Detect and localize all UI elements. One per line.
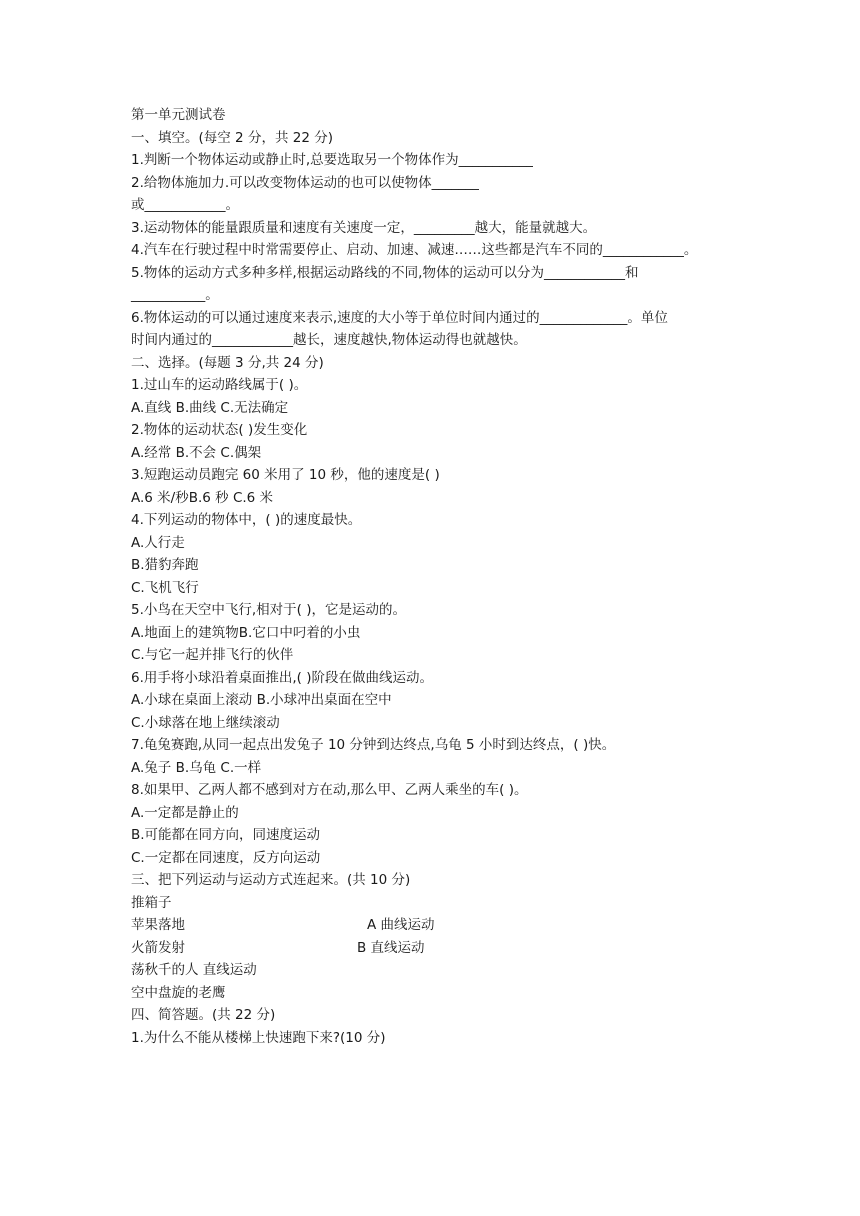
- match-item: 火箭发射: [131, 939, 185, 956]
- match-row: [131, 937, 751, 960]
- fill-blank-line: 3.运动物体的能量跟质量和速度有关速度一定，_________越大，能量就越大。: [131, 219, 597, 236]
- choice-line: 2.物体的运动状态( )发生变化: [131, 422, 308, 438]
- choice-line: C.一定都在同速度，反方向运动: [131, 849, 321, 866]
- fill-blank-line: 或____________。: [131, 197, 239, 213]
- choice-line: C.飞机飞行: [131, 579, 199, 596]
- section-3-heading: 三、把下列运动与运动方式连起来。(共 10 分): [131, 872, 411, 888]
- choice-line: A.人行走: [131, 534, 185, 551]
- match-item: 苹果落地: [131, 917, 185, 933]
- choice-line: 1.过山车的运动路线属于( )。: [131, 377, 308, 393]
- choice-line: 7.龟兔赛跑,从同一起点出发兔子 10 分钟到达终点,乌龟 5 小时到达终点，( )快。: [131, 737, 616, 753]
- choice-line: A.小球在桌面上滚动 B.小球冲出桌面在空中: [131, 692, 392, 708]
- match-option: A 曲线运动: [367, 917, 435, 933]
- choice-line: 5.小鸟在天空中飞行,相对于( )，它是运动的。: [131, 602, 406, 618]
- choice-line: A.地面上的建筑物B.它口中叼着的小虫: [131, 624, 361, 641]
- choice-line: A.直线 B.曲线 C.无法确定: [131, 399, 289, 416]
- fill-blank-line: 6.物体运动的可以通过速度来表示,速度的大小等于单位时间内通过的_____________。单位: [131, 309, 668, 326]
- test-paper: [131, 104, 751, 1049]
- choice-line: B.可能都在同方向，同速度运动: [131, 827, 321, 843]
- choice-line: 3.短跑运动员跑完 60 米用了 10 秒，他的速度是( ): [131, 467, 440, 483]
- match-item: 推箱子: [131, 894, 172, 911]
- choice-line: 6.用手将小球沿着桌面推出,( )阶段在做曲线运动。: [131, 669, 433, 686]
- choice-line: 4.下列运动的物体中，( )的速度最快。: [131, 512, 362, 528]
- fill-blank-line: 4.汽车在行驶过程中时常需要停止、启动、加速、减速……这些都是汽车不同的____________。: [131, 242, 698, 258]
- choice-line: C.小球落在地上继续滚动: [131, 714, 280, 731]
- choice-line: C.与它一起并排飞行的伙伴: [131, 647, 294, 663]
- paper-title: 第一单元测试卷: [131, 107, 226, 123]
- fill-blank-line: 时间内通过的____________越长，速度越快,物体运动得也就越快。: [131, 332, 527, 348]
- section-2-heading: 二、选择。(每题 3 分,共 24 分): [131, 354, 324, 371]
- choice-line: 8.如果甲、乙两人都不感到对方在动,那么甲、乙两人乘坐的车( )。: [131, 782, 528, 798]
- fill-blank-line: 1.判断一个物体运动或静止时,总要选取另一个物体作为___________: [131, 152, 533, 168]
- choice-line: A.兔子 B.乌龟 C.一样: [131, 759, 262, 776]
- match-item: 空中盘旋的老鹰: [131, 984, 226, 1001]
- fill-blank-line: 5.物体的运动方式多种多样,根据运动路线的不同,物体的运动可以分为____________和: [131, 264, 639, 281]
- choice-line: A.一定都是静止的: [131, 804, 239, 821]
- choice-line: A.经常 B.不会 C.偶架: [131, 444, 262, 461]
- section-1-heading: 一、填空。(每空 2 分，共 22 分): [131, 129, 333, 146]
- short-answer-question: 1.为什么不能从楼梯上快速跑下来?(10 分): [131, 1029, 386, 1046]
- match-option: B 直线运动: [357, 939, 425, 956]
- match-item: 荡秋千的人 直线运动: [131, 962, 257, 978]
- fill-blank-line: ___________。: [131, 287, 219, 303]
- fill-blank-line: 2.给物体施加力.可以改变物体运动的也可以使物体_______: [131, 174, 479, 191]
- match-row: [131, 914, 751, 937]
- choice-line: A.6 米/秒B.6 秒 C.6 米: [131, 489, 274, 506]
- section-4-heading: 四、简答题。(共 22 分): [131, 1007, 276, 1023]
- choice-line: B.猎豹奔跑: [131, 557, 199, 573]
